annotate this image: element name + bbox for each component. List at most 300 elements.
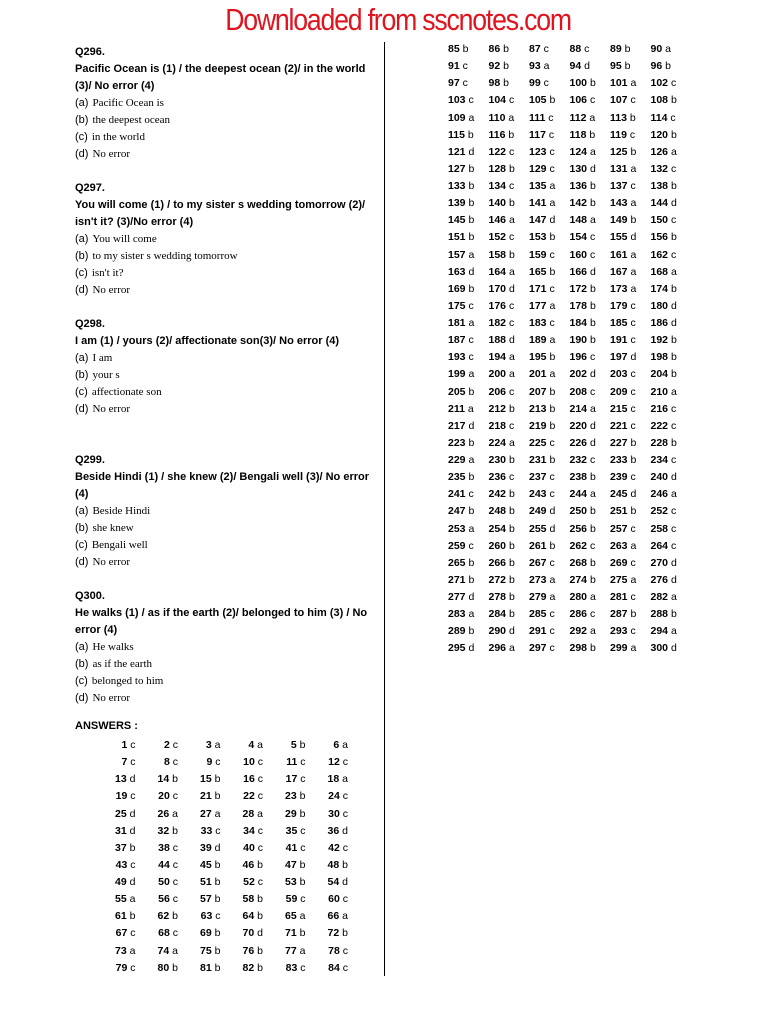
answer-letter: c (549, 625, 555, 638)
answer-cell: 211 a (448, 402, 474, 415)
answer-row (448, 386, 691, 403)
answer-cell: 227 b (610, 436, 637, 449)
answer-letter: c (342, 807, 348, 820)
answer-letter: d (129, 824, 136, 837)
answer-cell: 229 a (448, 454, 475, 466)
option-label: (d) (75, 403, 89, 415)
answer-letter: b (630, 505, 637, 518)
answer-cell: 119 c (610, 128, 636, 141)
answer-cell: 31 d (115, 824, 136, 837)
answer-cell: 184 b (569, 317, 596, 329)
answer-letter: c (508, 145, 515, 158)
answer-cell: 292 a (569, 625, 596, 638)
answer-letter: c (630, 180, 636, 192)
answer-row (448, 249, 691, 266)
answer-row (448, 146, 691, 163)
question-number: Q296. (75, 46, 105, 58)
answer-letter: b (670, 334, 677, 347)
option-item (75, 639, 375, 656)
answer-cell: 139 b (448, 197, 475, 210)
option-text: belonged to him (91, 675, 164, 687)
answer-cell: 128 b (488, 162, 515, 175)
answer-letter: d (468, 419, 475, 432)
option-label: (a) (75, 505, 89, 517)
answer-letter: a (670, 591, 677, 603)
answer-letter: b (508, 248, 515, 261)
answer-cell: 81 b (200, 961, 221, 974)
answer-letter: b (257, 944, 263, 957)
answer-row (93, 773, 348, 790)
answer-row (448, 351, 691, 368)
answer-letter: a (342, 773, 348, 786)
answer-cell: 45 b (200, 858, 221, 871)
answer-letter: b (589, 334, 596, 347)
answer-cell: 107 c (610, 94, 636, 107)
answer-letter: c (549, 488, 555, 501)
answer-letter: d (342, 824, 348, 837)
option-label: (d) (75, 556, 89, 568)
answer-cell: 44 c (158, 858, 178, 871)
answer-letter: a (508, 368, 515, 381)
answer-letter: c (589, 351, 596, 364)
answer-letter: b (589, 282, 596, 295)
answers-heading: ANSWERS : (75, 720, 138, 732)
answer-cell: 199 a (448, 368, 475, 381)
answer-cell: 300 d (650, 642, 677, 655)
option-label: (d) (75, 284, 89, 296)
answer-cell: 167 a (610, 265, 637, 278)
answer-cell: 113 b (610, 111, 636, 124)
answer-letter: b (589, 573, 596, 586)
answer-cell: 266 b (488, 556, 515, 569)
answer-letter: b (589, 471, 596, 484)
answer-letter: b (549, 351, 556, 364)
answer-row (448, 574, 691, 591)
answer-letter: b (589, 128, 596, 141)
answer-row (448, 368, 691, 385)
answer-cell: 273 a (529, 573, 556, 586)
answer-letter: c (508, 385, 515, 398)
answer-cell: 240 d (650, 471, 677, 484)
answer-letter: c (257, 773, 263, 786)
answer-letter: c (549, 145, 555, 158)
answer-letter: c (257, 824, 263, 837)
answer-cell: 270 d (650, 556, 677, 569)
answer-letter: b (299, 790, 306, 803)
answer-cell: 183 c (529, 317, 555, 329)
answer-cell: 237 c (529, 471, 555, 484)
option-label: (a) (75, 97, 89, 109)
answer-letter: b (468, 180, 475, 192)
answer-letter: b (508, 162, 515, 175)
answer-cell: 265 b (448, 556, 475, 569)
answer-letter: d (670, 573, 677, 586)
answer-cell: 248 b (488, 505, 515, 518)
option-text: I am (92, 352, 113, 364)
answer-row (448, 77, 691, 94)
answer-cell: 100 b (569, 77, 596, 90)
answer-cell: 209 c (610, 385, 636, 398)
answer-letter: a (670, 625, 677, 638)
answer-letter: a (549, 299, 556, 312)
answer-cell: 93 a (529, 60, 550, 73)
answer-cell: 28 a (242, 807, 263, 820)
answer-letter: b (172, 961, 178, 974)
answer-cell: 287 b (610, 608, 637, 621)
answer-cell: 32 b (157, 824, 178, 837)
answer-cell: 69 b (200, 927, 221, 940)
answer-cell: 90 a (650, 43, 671, 55)
answer-letter: c (215, 756, 221, 769)
option-item (75, 554, 375, 571)
answer-letter: c (508, 471, 515, 484)
answer-letter: c (468, 539, 474, 552)
answer-letter: d (589, 419, 596, 432)
answer-letter: b (549, 231, 556, 244)
answer-letter: d (508, 334, 515, 347)
answer-cell: 223 b (448, 436, 475, 449)
answer-cell: 88 c (569, 43, 590, 55)
answer-letter: c (300, 824, 306, 837)
answer-letter: d (468, 265, 475, 278)
answer-cell: 249 d (529, 505, 556, 518)
answer-cell: 231 b (529, 454, 556, 466)
answer-cell: 117 c (529, 128, 555, 141)
answer-letter: d (584, 60, 590, 73)
answer-cell: 151 b (448, 231, 475, 244)
answer-row (448, 334, 691, 351)
answer-letter: a (549, 180, 556, 192)
answer-letter: c (630, 94, 636, 107)
answer-cell: 63 c (200, 910, 221, 923)
answer-cell: 246 a (650, 488, 677, 501)
answer-letter: d (670, 299, 677, 312)
answer-letter: b (508, 556, 515, 569)
answer-cell: 170 d (488, 282, 515, 295)
answer-cell: 277 d (448, 591, 475, 603)
answer-row (448, 180, 691, 197)
option-item (75, 656, 375, 673)
answer-cell: 178 b (569, 299, 596, 312)
answer-letter: c (172, 927, 178, 940)
option-label: (c) (75, 267, 88, 279)
answer-letter: d (129, 807, 136, 820)
answer-letter: a (549, 573, 556, 586)
answer-letter: b (468, 436, 475, 449)
answer-letter: b (624, 60, 631, 73)
answer-cell: 298 b (569, 642, 596, 655)
answer-letter: c (508, 180, 515, 192)
answer-letter: c (630, 522, 636, 535)
answer-cell: 150 c (650, 214, 677, 227)
answer-letter: a (630, 642, 637, 655)
answer-cell: 131 a (610, 162, 637, 175)
answer-cell: 71 b (285, 927, 306, 940)
answer-letter: d (214, 841, 221, 854)
answer-letter: b (670, 128, 677, 141)
answer-letter: a (589, 145, 596, 158)
answer-cell: 197 d (610, 351, 637, 364)
answer-cell: 262 c (569, 539, 596, 552)
answer-cell: 134 c (488, 180, 515, 192)
answer-letter: b (508, 488, 515, 501)
answer-letter: c (508, 231, 515, 244)
answer-letter: b (214, 773, 221, 786)
answer-cell: 224 a (488, 436, 515, 449)
answer-letter: b (670, 351, 677, 364)
answer-letter: c (630, 385, 636, 398)
answer-letter: d (468, 145, 475, 158)
answer-letter: c (630, 471, 636, 484)
answer-letter: c (630, 591, 636, 603)
answer-letter: b (549, 385, 556, 398)
answer-letter: b (468, 162, 475, 175)
answer-cell: 208 c (569, 385, 596, 398)
answer-cell: 34 c (243, 824, 263, 837)
answer-letter: c (589, 539, 596, 552)
answer-cell: 106 c (569, 94, 596, 107)
answer-letter: a (630, 539, 637, 552)
answer-cell: 62 b (157, 910, 178, 923)
answer-letter: a (342, 910, 348, 923)
answer-letter: d (589, 368, 596, 381)
answer-cell: 122 c (488, 145, 515, 158)
answer-letter: a (299, 944, 306, 957)
answer-letter: a (468, 317, 475, 329)
answer-letter: b (670, 180, 677, 192)
answer-cell: 114 c (650, 111, 676, 124)
answer-letter: b (172, 824, 178, 837)
answer-cell: 11 c (286, 756, 306, 769)
answer-cell: 294 a (650, 625, 677, 638)
answer-letter: b (503, 60, 509, 73)
answer-cell: 213 b (529, 402, 556, 415)
answer-cell: 290 d (488, 625, 515, 638)
answer-row (93, 739, 348, 756)
answer-letter: c (630, 368, 636, 381)
answer-letter: b (670, 368, 677, 381)
answer-cell: 165 b (529, 265, 556, 278)
answer-letter: b (630, 436, 637, 449)
answer-letter: c (549, 317, 555, 329)
answer-letter: a (589, 591, 596, 603)
answer-letter: a (468, 608, 475, 621)
answer-cell: 43 c (115, 858, 136, 871)
answer-cell: 251 b (610, 505, 637, 518)
answer-letter: b (299, 807, 306, 820)
answer-cell: 264 c (650, 539, 677, 552)
answer-cell: 283 a (448, 608, 475, 621)
answer-cell: 118 b (569, 128, 596, 141)
answer-cell: 230 b (488, 454, 515, 466)
option-label: (d) (75, 148, 89, 160)
option-text: in the world (91, 131, 145, 143)
answer-cell: 297 c (529, 642, 555, 655)
answer-letter: b (468, 505, 475, 518)
answer-letter: b (129, 841, 136, 854)
answer-letter: c (172, 790, 178, 803)
option-text: to my sister s wedding tomorrow (92, 250, 238, 262)
answer-letter: b (665, 60, 671, 73)
answer-cell: 66 a (327, 910, 348, 923)
answer-letter: a (508, 351, 515, 364)
answer-letter: b (508, 197, 515, 210)
answer-letter: b (589, 317, 596, 329)
answer-cell: 296 a (488, 642, 515, 655)
answer-cell: 218 c (488, 419, 515, 432)
answer-row (448, 488, 691, 505)
answer-row (93, 962, 348, 979)
answer-letter: b (508, 402, 515, 415)
answer-letter: b (508, 539, 515, 552)
option-item (75, 384, 375, 401)
answer-cell: 203 c (610, 368, 636, 381)
option-text: He walks (92, 641, 134, 653)
answer-cell: 132 c (650, 162, 677, 175)
answer-letter: c (508, 317, 515, 329)
answer-letter: c (130, 739, 136, 751)
answer-letter: b (172, 773, 178, 786)
answer-cell: 243 c (529, 488, 555, 501)
answer-cell: 147 d (529, 214, 556, 227)
answer-letter: c (468, 334, 474, 347)
answer-cell: 108 b (650, 94, 677, 107)
answer-letter: b (589, 505, 596, 518)
answer-row (448, 43, 691, 60)
answer-letter: a (257, 739, 263, 751)
answer-letter: a (670, 385, 677, 398)
answer-letter: b (468, 231, 475, 244)
answer-letter: c (670, 505, 677, 518)
answer-letter: c (549, 162, 555, 175)
answer-cell: 49 d (115, 876, 136, 888)
answer-letter: c (300, 841, 306, 854)
answer-letter: a (214, 739, 221, 751)
answer-row (448, 300, 691, 317)
answer-letter: d (589, 265, 596, 278)
answer-cell: 281 c (610, 591, 636, 603)
answer-letter: c (300, 961, 306, 974)
answer-cell: 55 a (115, 893, 136, 906)
answer-letter: c (342, 841, 348, 854)
answer-cell: 29 b (285, 807, 306, 820)
answer-cell: 205 b (448, 385, 475, 398)
source-banner[interactable]: Downloaded from sscnotes.com (225, 2, 571, 37)
answer-letter: b (342, 927, 348, 940)
answer-cell: 73 a (115, 944, 136, 957)
answer-cell: 19 c (115, 790, 136, 803)
answer-letter: c (543, 43, 549, 55)
answer-letter: b (630, 145, 637, 158)
answer-cell: 79 c (115, 961, 136, 974)
answer-cell: 5 b (290, 739, 306, 751)
answer-cell: 7 c (121, 756, 136, 769)
answer-cell: 182 c (488, 317, 515, 329)
answer-cell: 192 b (650, 334, 677, 347)
answer-row (93, 756, 348, 773)
answer-row (93, 945, 348, 962)
answer-letter: c (629, 128, 636, 141)
answer-cell: 162 c (650, 248, 677, 261)
option-text: your s (92, 369, 120, 381)
answer-letter: b (589, 197, 596, 210)
answer-cell: 129 c (529, 162, 555, 175)
question-text: I am (1) / yours (2)/ affectionate son(3)/ No error (4) (75, 335, 340, 347)
question-text: Pacific Ocean is (1) / the deepest ocean (2)/ in the world (3)/ No error (4) (75, 63, 366, 92)
answer-letter: b (670, 231, 677, 244)
answer-letter: c (130, 961, 136, 974)
answer-letter: a (589, 402, 596, 415)
answer-letter: c (589, 608, 596, 621)
option-text: No error (92, 284, 131, 296)
answer-letter: d (549, 214, 556, 227)
answer-cell: 23 b (285, 790, 306, 803)
option-label: (c) (75, 675, 88, 687)
answer-cell: 254 b (488, 522, 515, 535)
answer-cell: 278 b (488, 591, 515, 603)
answer-cell: 130 d (569, 162, 596, 175)
answer-letter: c (342, 961, 348, 974)
answer-letter: c (130, 858, 136, 871)
answer-cell: 276 d (650, 573, 677, 586)
answer-cell: 24 c (328, 790, 348, 803)
answer-cell: 95 b (610, 60, 631, 73)
answer-cell: 70 d (242, 927, 263, 940)
answer-letter: a (299, 910, 306, 923)
answer-letter: b (342, 858, 348, 871)
answer-letter: c (549, 248, 555, 261)
answer-cell: 239 c (610, 471, 636, 484)
answer-cell: 166 d (569, 265, 596, 278)
answer-letter: d (549, 522, 556, 535)
answer-letter: c (257, 841, 263, 854)
option-label: (b) (75, 658, 89, 670)
answer-cell: 206 c (488, 385, 515, 398)
answer-row (448, 266, 691, 283)
answer-cell: 210 a (650, 385, 677, 398)
answer-cell: 50 c (158, 876, 178, 888)
option-label: (c) (75, 386, 88, 398)
answer-letter: b (214, 961, 221, 974)
answer-letter: b (624, 43, 631, 55)
answer-cell: 77 a (285, 944, 306, 957)
answer-cell: 18 a (327, 773, 348, 786)
answer-cell: 241 c (448, 488, 474, 501)
answer-letter: b (508, 591, 515, 603)
answer-letter: b (299, 739, 306, 751)
answer-row (448, 505, 691, 522)
answer-cell: 33 c (200, 824, 221, 837)
answer-letter: b (630, 214, 637, 227)
option-item (75, 265, 375, 282)
answer-cell: 256 b (569, 522, 596, 535)
answer-letter: a (630, 573, 637, 586)
answer-cell: 142 b (569, 197, 596, 210)
answer-letter: c (468, 488, 474, 501)
answer-letter: c (670, 162, 677, 175)
answer-cell: 10 c (243, 756, 263, 769)
answer-cell: 225 c (529, 436, 555, 449)
option-item (75, 673, 375, 690)
answer-letter: d (670, 471, 677, 484)
answer-letter: b (257, 893, 263, 906)
answer-letter: d (630, 351, 637, 364)
answer-cell: 121 d (448, 145, 475, 158)
answer-letter: a (549, 368, 556, 381)
answer-letter: b (468, 471, 475, 484)
answer-letter: b (549, 265, 556, 278)
answer-cell: 39 d (200, 841, 221, 854)
